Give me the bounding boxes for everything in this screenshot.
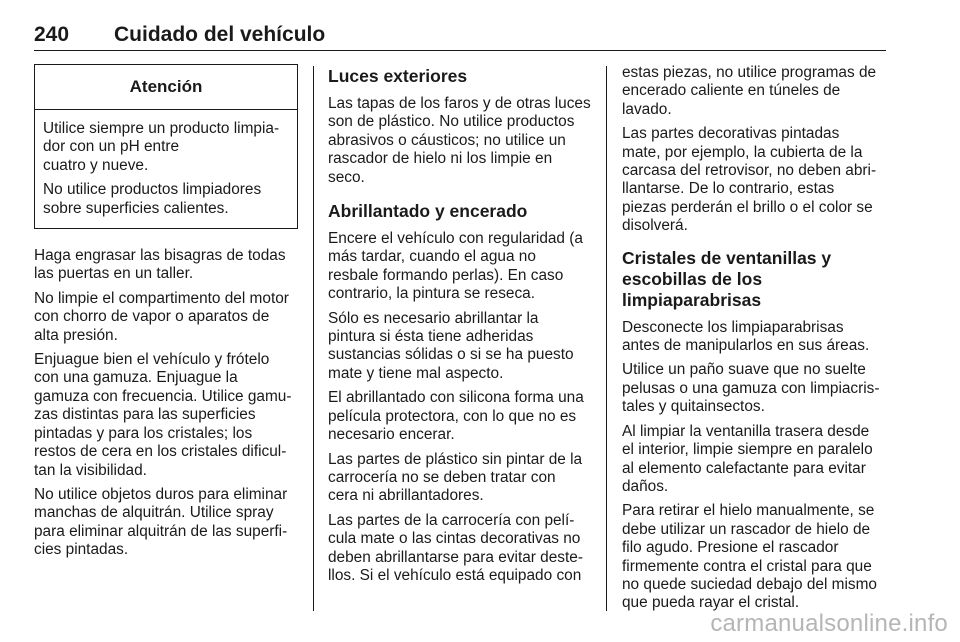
column-divider	[313, 66, 314, 611]
body-paragraph	[622, 64, 886, 119]
page-header	[34, 22, 886, 51]
text-line: Encere el vehículo con regularidad (a	[328, 230, 583, 248]
text-line: antes de manipularlos en sus áreas.	[622, 337, 870, 355]
callout-paragraph	[43, 120, 289, 175]
heading-line: Cristales de ventanillas y	[622, 247, 832, 268]
text-line: necesario encerar.	[328, 426, 455, 444]
callout-paragraph	[43, 181, 289, 218]
text-line: resbale formando perlas). En caso	[328, 266, 564, 284]
section-heading	[622, 248, 886, 311]
callout-body	[35, 110, 297, 228]
body-paragraph	[34, 351, 298, 480]
text-line: cies pintadas.	[34, 541, 129, 559]
text-line: al elemento calefactante para evitar	[622, 459, 866, 477]
body-paragraph	[34, 486, 298, 560]
text-line: dor con un pH entre	[43, 138, 180, 156]
text-line: que pueda rayar el cristal.	[622, 594, 800, 612]
heading-line: escobillas de los limpiaparabrisas	[622, 268, 763, 310]
text-line: pelusas o una gamuza con limpiacris-	[622, 379, 880, 397]
text-line: sobre superficies calientes.	[43, 199, 229, 217]
text-line: Para retirar el hielo manualmente, se	[622, 502, 875, 520]
text-line: con una gamuza. Enjuague la	[34, 369, 238, 387]
text-line: son de plástico. No utilice productos	[328, 113, 575, 131]
text-line: rascador de hielo ni los limpie en	[328, 150, 553, 168]
body-paragraph	[328, 512, 592, 586]
warning-callout	[34, 64, 298, 229]
text-line: pintadas y para los cristales; los	[34, 424, 253, 442]
text-line: firmemente contra el cristal para que	[622, 557, 872, 575]
text-line: seco.	[328, 168, 365, 186]
text-line: debe utilizar un rascador de hielo de	[622, 520, 871, 538]
text-line: Haga engrasar las bisagras de todas	[34, 247, 286, 265]
text-line: contrario, la pintura se reseca.	[328, 285, 536, 303]
text-line: estas piezas, no utilice programas de	[622, 64, 877, 81]
body-paragraph	[328, 310, 592, 384]
page-number: 240	[34, 23, 70, 46]
text-line: Las tapas de los faros y de otras luces	[328, 95, 591, 112]
text-line: Enjuague bien el vehículo y frótelo	[34, 351, 270, 369]
text-line: llantarse. De lo contrario, estas	[622, 180, 835, 198]
text-line: con chorro de vapor o aparatos de	[34, 308, 270, 326]
text-line: abrasivos o cáusticos; no utilice un	[328, 131, 566, 149]
text-line: Las partes de plástico sin pintar de la	[328, 450, 583, 468]
text-line: Sólo es necesario abrillantar la	[328, 309, 539, 327]
text-line: mate y tiene mal aspecto.	[328, 364, 504, 382]
column-middle	[328, 64, 592, 591]
body-paragraph	[34, 247, 298, 284]
text-line: Las partes de la carrocería con pelí-	[328, 511, 575, 529]
text-line: las puertas en un taller.	[34, 265, 194, 283]
watermark: carmanualsonline.info	[710, 610, 948, 637]
chapter-title: Cuidado del vehículo	[114, 23, 326, 46]
text-line: lavado.	[622, 100, 672, 118]
text-line: encerado caliente en túneles de	[622, 82, 841, 100]
body-paragraph	[622, 125, 886, 235]
text-line: llos. Si el vehículo está equipado con	[328, 566, 582, 584]
body-paragraph	[622, 502, 886, 612]
body-paragraph	[328, 95, 592, 187]
text-line: no quede suciedad debajo del mismo	[622, 575, 877, 593]
column-divider	[606, 66, 607, 611]
body-paragraph	[622, 361, 886, 416]
text-line: piezas perderán el brillo o el color se	[622, 198, 873, 216]
text-line: zas distintas para las superficies	[34, 406, 256, 424]
text-line: Utilice siempre un producto limpia-	[43, 120, 280, 137]
text-line: Utilice un paño suave que no suelte	[622, 361, 866, 379]
body-paragraph	[328, 230, 592, 304]
text-line: Desconecte los limpiaparabrisas	[622, 318, 844, 336]
text-line: alta presión.	[34, 326, 118, 344]
text-line: cula mate o las cintas decorativas no	[328, 530, 581, 548]
text-line: deben abrillantarse para evitar deste-	[328, 548, 583, 566]
text-line: No utilice productos limpiadores	[43, 181, 262, 199]
text-line: filo agudo. Presione el rascador	[622, 539, 839, 557]
body-paragraph	[328, 389, 592, 444]
text-line: película protectora, con lo que no es	[328, 407, 577, 425]
text-line: No limpie el compartimento del motor	[34, 289, 289, 307]
column-left	[34, 64, 298, 566]
text-line: cera ni abrillantadores.	[328, 487, 484, 505]
text-line: Las partes decorativas pintadas	[622, 125, 840, 143]
text-line: carrocería no se deben tratar con	[328, 468, 556, 486]
callout-title: Atención	[35, 65, 297, 110]
text-line: El abrillantado con silicona forma una	[328, 389, 584, 407]
text-line: daños.	[622, 477, 669, 495]
text-line: disolverá.	[622, 217, 688, 235]
column-right	[622, 64, 886, 619]
text-line: cuatro y nueve.	[43, 156, 149, 174]
text-line: tales y quitainsectos.	[622, 398, 765, 416]
text-line: restos de cera en los cristales dificul-	[34, 443, 287, 461]
text-line: No utilice objetos duros para eliminar	[34, 485, 288, 503]
text-line: más tardar, cuando el agua no	[328, 248, 536, 266]
section-heading: Abrillantado y encerado	[328, 201, 528, 222]
text-line: sustancias sólidas o si se ha puesto	[328, 346, 574, 364]
text-line: tan la visibilidad.	[34, 461, 147, 479]
text-line: carcasa del retrovisor, no deben abri-	[622, 162, 877, 180]
text-line: gamuza con frecuencia. Utilice gamu-	[34, 387, 292, 405]
section-heading: Luces exteriores	[328, 66, 468, 86]
text-line: mate, por ejemplo, la cubierta de la	[622, 143, 863, 161]
text-line: Al limpiar la ventanilla trasera desde	[622, 422, 870, 440]
body-paragraph	[622, 319, 886, 356]
text-line: para eliminar alquitrán de las superfi-	[34, 522, 288, 540]
text-line: manchas de alquitrán. Utilice spray	[34, 504, 274, 522]
text-line: pintura si ésta tiene adheridas	[328, 328, 534, 346]
body-paragraph	[328, 451, 592, 506]
text-line: el interior, limpie siempre en paralelo	[622, 441, 873, 459]
body-paragraph	[34, 290, 298, 345]
body-paragraph	[622, 423, 886, 497]
